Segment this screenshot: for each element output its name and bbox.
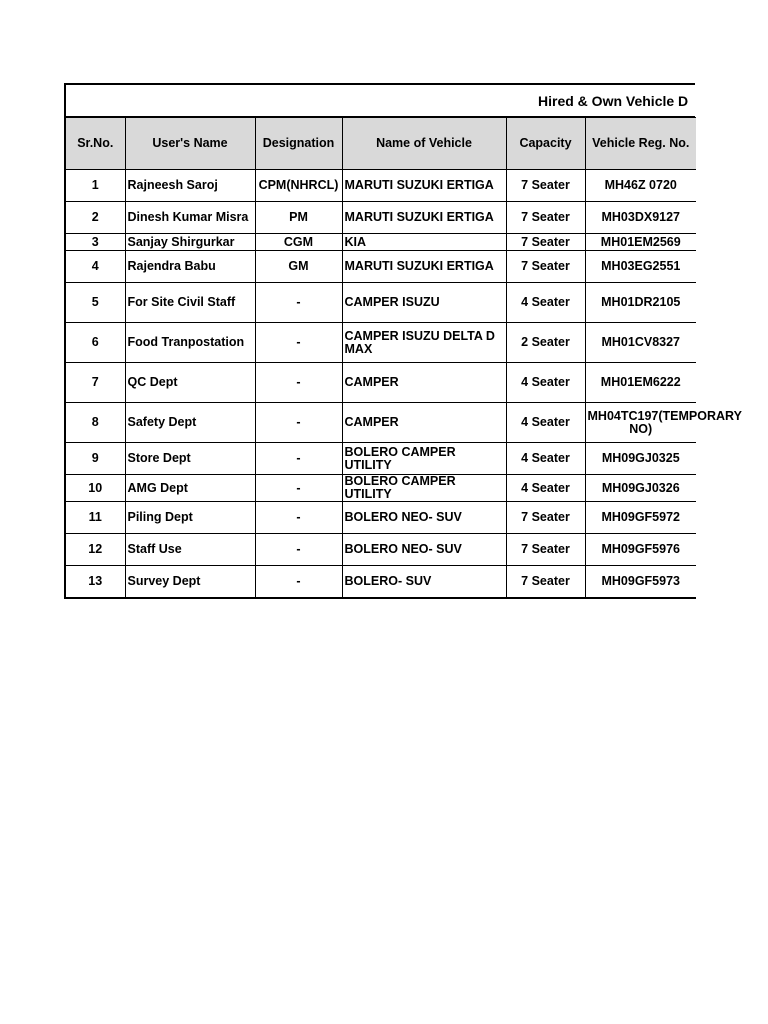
user-name-cell: AMG Dept: [125, 475, 255, 502]
reg-no-cell: MH01EM6222: [585, 363, 696, 403]
capacity-cell: 7 Seater: [506, 566, 585, 598]
header-vehicle-reg-no: Vehicle Reg. No.: [585, 118, 696, 170]
capacity-cell: 7 Seater: [506, 534, 585, 566]
capacity-cell: 4 Seater: [506, 283, 585, 323]
header-row: [65, 118, 696, 170]
user-name-cell: QC Dept: [125, 363, 255, 403]
sr-no-cell: 7: [65, 363, 125, 403]
sr-no-cell: 3: [65, 234, 125, 251]
reg-no-cell: MH09GJ0325: [585, 443, 696, 475]
designation-cell: -: [255, 283, 342, 323]
capacity-cell: 7 Seater: [506, 202, 585, 234]
user-name-cell: Rajendra Babu: [125, 251, 255, 283]
sr-no-cell: 13: [65, 566, 125, 598]
designation-cell: PM: [255, 202, 342, 234]
user-name-cell: Dinesh Kumar Misra: [125, 202, 255, 234]
vehicle-name-cell: MARUTI SUZUKI ERTIGA: [342, 251, 506, 283]
table-row: [65, 283, 696, 323]
table-row: [65, 234, 696, 251]
sr-no-cell: 11: [65, 502, 125, 534]
reg-no-cell: MH09GF5976: [585, 534, 696, 566]
designation-cell: -: [255, 502, 342, 534]
user-name-cell: Staff Use: [125, 534, 255, 566]
designation-cell: -: [255, 534, 342, 566]
designation-cell: CPM(NHRCL): [255, 170, 342, 202]
vehicle-table: [64, 117, 742, 599]
reg-no-cell: MH01CV8327: [585, 323, 696, 363]
capacity-cell: 7 Seater: [506, 502, 585, 534]
table-row: [65, 251, 696, 283]
sr-no-cell: 12: [65, 534, 125, 566]
designation-cell: GM: [255, 251, 342, 283]
designation-cell: -: [255, 403, 342, 443]
reg-no-cell: MH09GF5973: [585, 566, 696, 598]
header-capacity: Capacity: [506, 118, 585, 170]
table-row: [65, 170, 696, 202]
user-name-cell: Store Dept: [125, 443, 255, 475]
vehicle-name-cell: BOLERO- SUV: [342, 566, 506, 598]
sr-no-cell: 1: [65, 170, 125, 202]
table-row: [65, 202, 696, 234]
designation-cell: -: [255, 363, 342, 403]
designation-cell: -: [255, 443, 342, 475]
user-name-cell: Food Tranpostation: [125, 323, 255, 363]
vehicle-name-cell: CAMPER ISUZU: [342, 283, 506, 323]
reg-no-cell: MH46Z 0720: [585, 170, 696, 202]
reg-no-cell: MH04TC197(TEMPORARY NO): [585, 403, 696, 443]
user-name-cell: Rajneesh Saroj: [125, 170, 255, 202]
table-row: [65, 534, 696, 566]
sr-no-cell: 9: [65, 443, 125, 475]
sr-no-cell: 10: [65, 475, 125, 502]
user-name-cell: For Site Civil Staff: [125, 283, 255, 323]
table-row: [65, 566, 696, 598]
capacity-cell: 4 Seater: [506, 403, 585, 443]
table-row: [65, 323, 696, 363]
capacity-cell: 7 Seater: [506, 234, 585, 251]
sr-no-cell: 6: [65, 323, 125, 363]
designation-cell: -: [255, 475, 342, 502]
header-name-of-vehicle: Name of Vehicle: [342, 118, 506, 170]
title-row: [64, 83, 695, 117]
user-name-cell: Piling Dept: [125, 502, 255, 534]
designation-cell: -: [255, 566, 342, 598]
vehicle-name-cell: CAMPER: [342, 403, 506, 443]
vehicle-name-cell: CAMPER: [342, 363, 506, 403]
sr-no-cell: 5: [65, 283, 125, 323]
vehicle-name-cell: BOLERO NEO- SUV: [342, 534, 506, 566]
table-row: [65, 443, 696, 475]
designation-cell: CGM: [255, 234, 342, 251]
reg-no-cell: MH03EG2551: [585, 251, 696, 283]
sheet-title: Hired & Own Vehicle D: [538, 93, 689, 109]
table-row: [65, 502, 696, 534]
table-row: [65, 403, 696, 443]
table-row: [65, 475, 696, 502]
table-row: [65, 363, 696, 403]
reg-no-cell: MH01EM2569: [585, 234, 696, 251]
capacity-cell: 4 Seater: [506, 475, 585, 502]
vehicle-name-cell: MARUTI SUZUKI ERTIGA: [342, 202, 506, 234]
user-name-cell: Survey Dept: [125, 566, 255, 598]
capacity-cell: 7 Seater: [506, 170, 585, 202]
header-designation: Designation: [255, 118, 342, 170]
user-name-cell: Sanjay Shirgurkar: [125, 234, 255, 251]
designation-cell: -: [255, 323, 342, 363]
capacity-cell: 4 Seater: [506, 443, 585, 475]
reg-no-cell: MH03DX9127: [585, 202, 696, 234]
vehicle-sheet: [64, 83, 742, 599]
reg-no-cell: MH09GJ0326: [585, 475, 696, 502]
reg-no-cell: MH09GF5972: [585, 502, 696, 534]
capacity-cell: 2 Seater: [506, 323, 585, 363]
capacity-cell: 4 Seater: [506, 363, 585, 403]
user-name-cell: Safety Dept: [125, 403, 255, 443]
header-sr-no: Sr.No.: [65, 118, 125, 170]
vehicle-name-cell: BOLERO CAMPER UTILITY: [342, 475, 506, 502]
header-users-name: User's Name: [125, 118, 255, 170]
vehicle-name-cell: KIA: [342, 234, 506, 251]
reg-no-cell: MH01DR2105: [585, 283, 696, 323]
vehicle-name-cell: CAMPER ISUZU DELTA D MAX: [342, 323, 506, 363]
vehicle-name-cell: MARUTI SUZUKI ERTIGA: [342, 170, 506, 202]
sr-no-cell: 2: [65, 202, 125, 234]
sr-no-cell: 8: [65, 403, 125, 443]
capacity-cell: 7 Seater: [506, 251, 585, 283]
vehicle-name-cell: BOLERO CAMPER UTILITY: [342, 443, 506, 475]
sr-no-cell: 4: [65, 251, 125, 283]
vehicle-name-cell: BOLERO NEO- SUV: [342, 502, 506, 534]
